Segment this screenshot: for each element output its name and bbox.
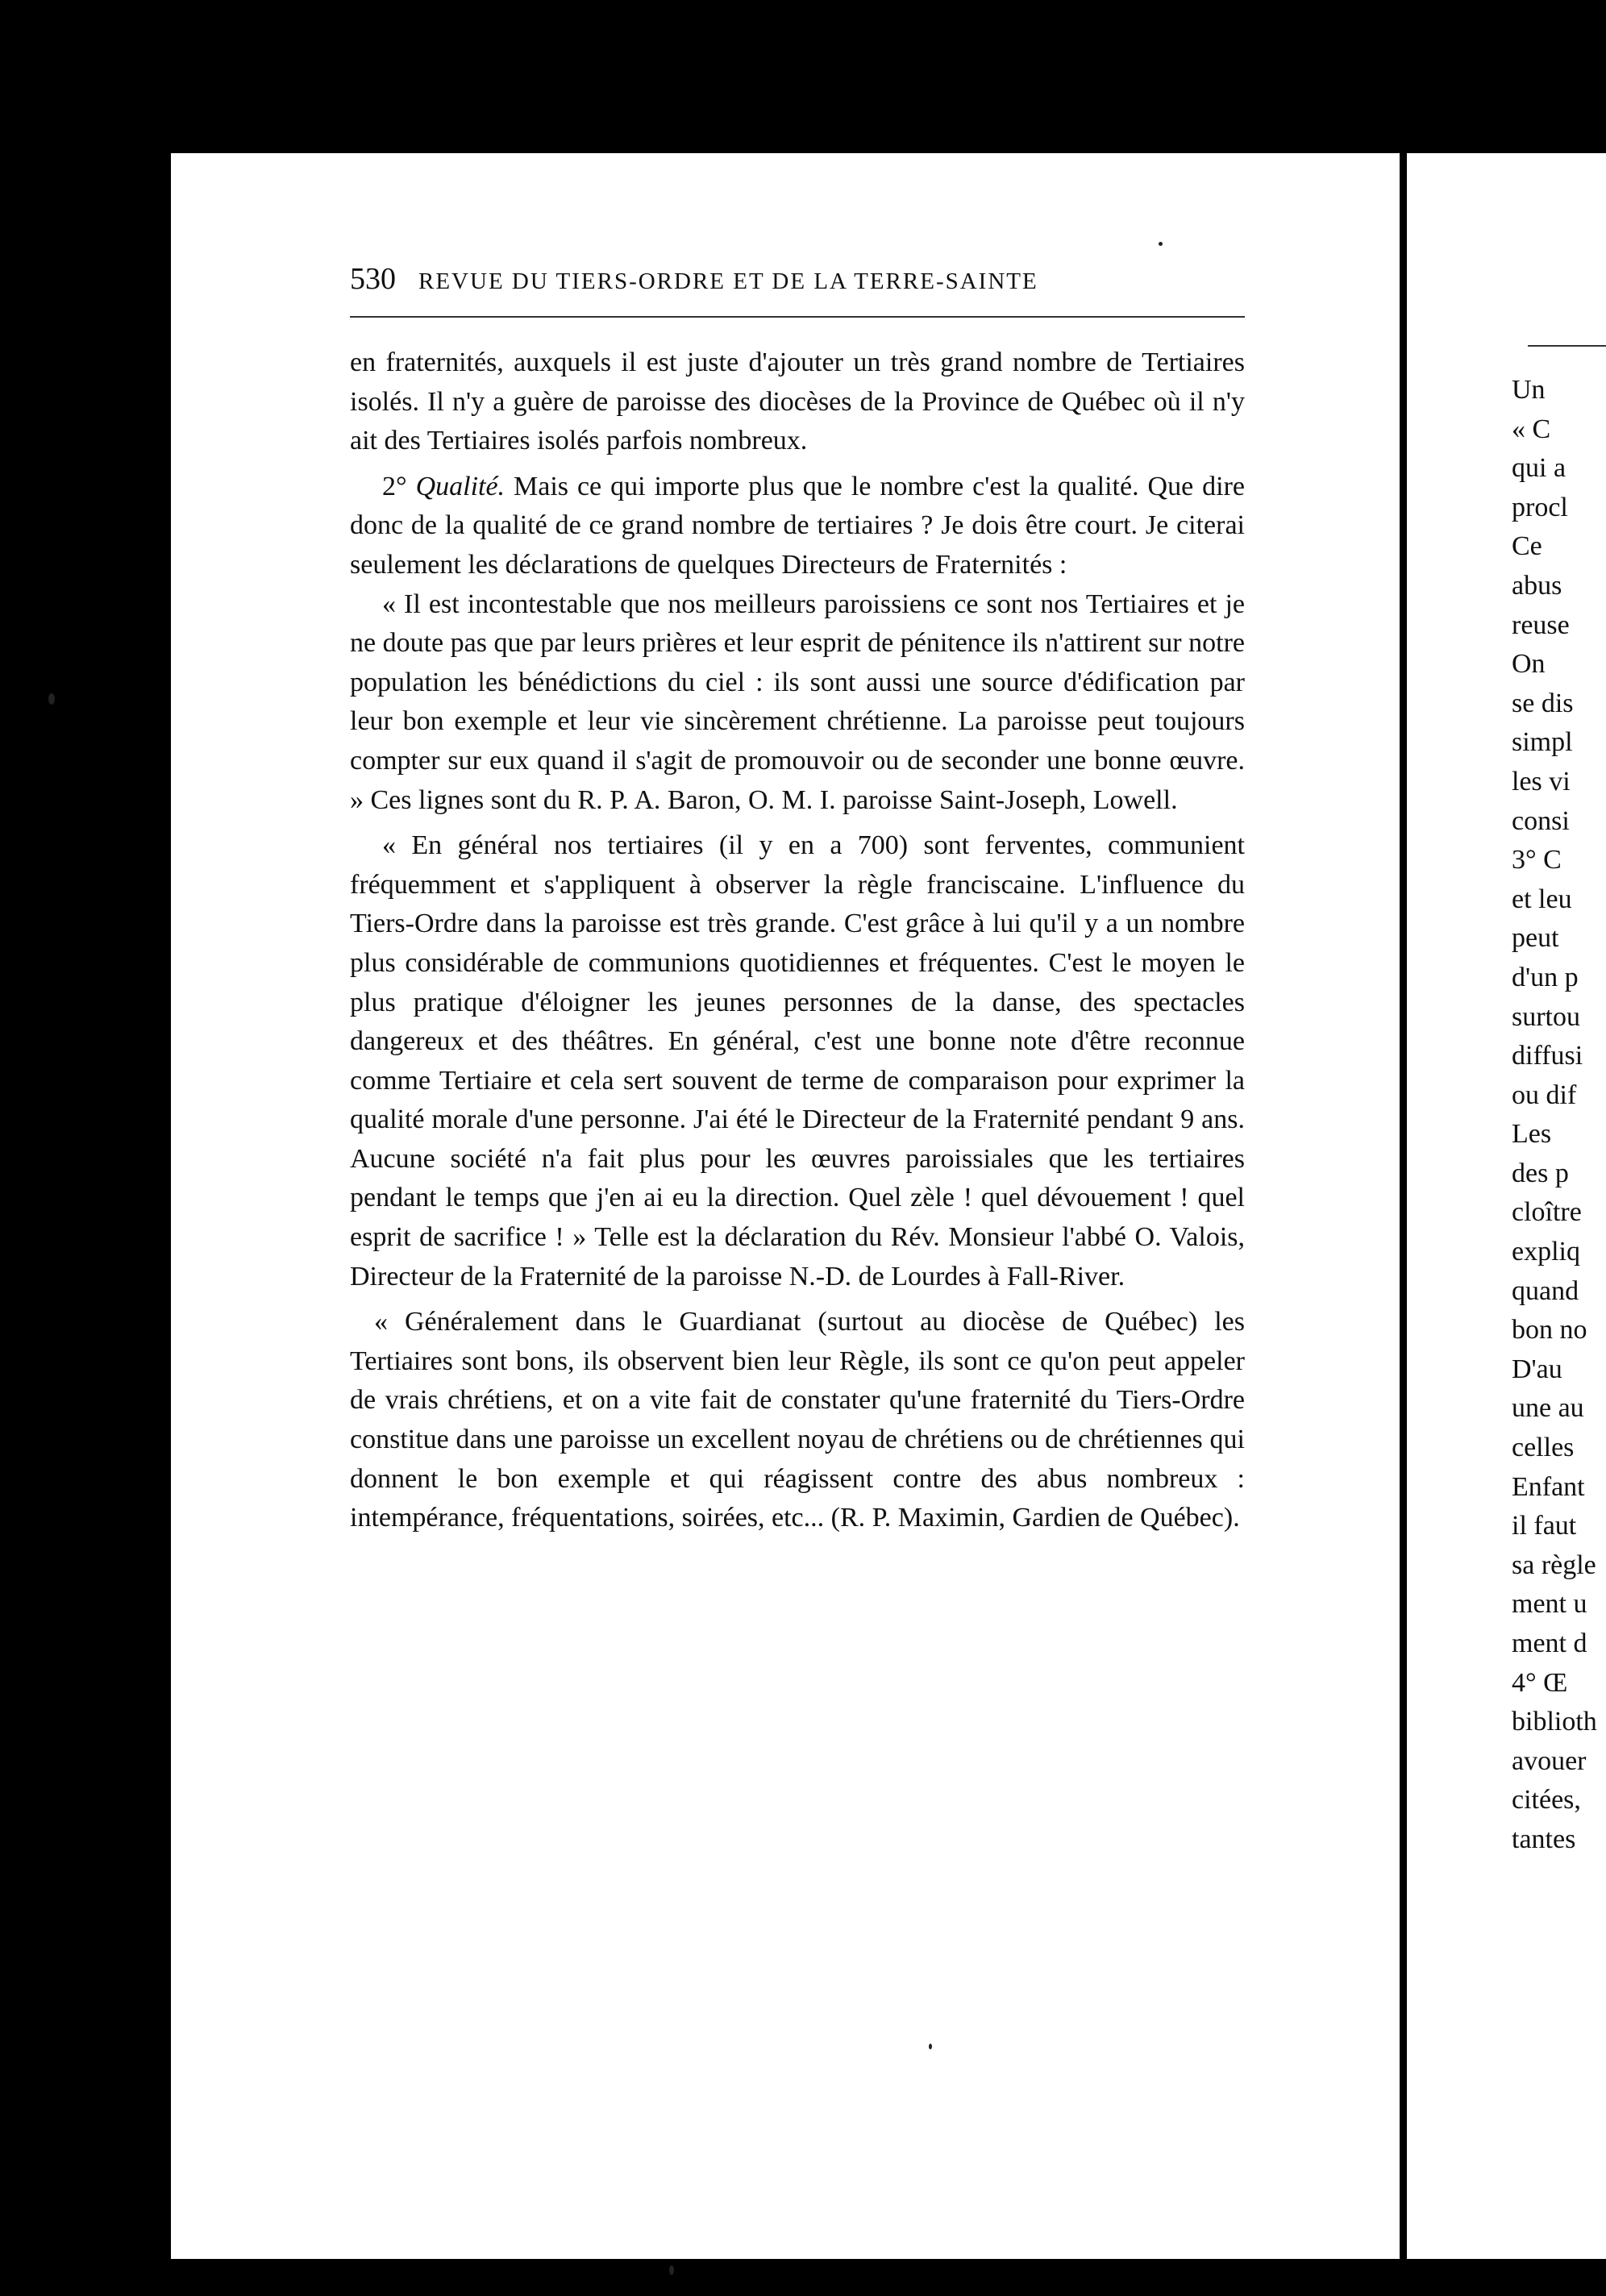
right-line: reuse (1512, 609, 1570, 640)
right-line: une au (1512, 1393, 1584, 1424)
right-line: sa règle (1512, 1549, 1596, 1580)
running-head (350, 261, 1245, 297)
scan-artifact (48, 693, 55, 705)
right-line: 4° Œ (1512, 1667, 1568, 1698)
right-line: Ce (1512, 531, 1542, 562)
paragraph-1: en fraternités, auxquels il est juste d'ajouter un très grand nombre de Tertiaires isolés. Il n'y a guère de paroisse des diocèses de la Province de Québec où il n'y ait des Tertiaires isolés parfois nombreux. (350, 347, 1245, 456)
right-header-rule (1528, 345, 1606, 347)
right-line: 3° C (1512, 845, 1562, 876)
paragraph-2-qualite (350, 468, 1245, 585)
right-line: cloître (1512, 1197, 1582, 1228)
page-number: 530 (350, 262, 396, 296)
paragraph-4-quote: « En général nos tertiaires (il y en a 700) sont ferventes, communient fréquemment et s'appliquent à observer la règle franciscaine. L'influence du Tiers-Ordre dans la paroisse est très grande. C'est grâce à lui qu'il y a un nombre plus considérable de communions quotidiennes et fréquentes. C'est le moyen le plus pratique d'éloigner les jeunes personnes de la danse, des spectacles dangereux et des théâtres. En général, c'est une bonne note d'être reconnue comme Tertiaire et cela sert souvent de terme de comparaison pour exprimer la qualité morale d'une personne. J'ai été le Directeur de la Fraternité pendant 9 ans. Aucune société n'a fait plus pour les œuvres paroissiales que les tertiaires pendant le temps que j'en ai eu la direction. Quel zèle ! quel dévouement ! quel esprit de sacrifice ! » Telle est la déclaration du Rév. Monsieur l'abbé O. Valois, Directeur de la Fraternité de la paroisse N.-D. de Lourdes à Fall-River. (350, 830, 1245, 1292)
right-page (1407, 153, 1606, 2259)
right-line: simpl (1512, 727, 1573, 758)
right-line: quand (1512, 1275, 1579, 1306)
right-line: des p (1512, 1158, 1569, 1188)
right-line: ment u (1512, 1589, 1587, 1620)
right-line: ou dif (1512, 1079, 1577, 1110)
left-page (171, 153, 1400, 2259)
print-speck (929, 2044, 932, 2049)
right-line: les vi (1512, 766, 1571, 797)
scan-artifact (669, 2265, 674, 2275)
right-line: d'un p (1512, 962, 1579, 992)
right-line: « C (1512, 414, 1551, 444)
right-line: Les (1512, 1119, 1552, 1150)
running-head-title: REVUE DU TIERS-ORDRE ET DE LA TERRE-SAINTE (418, 268, 1038, 294)
right-line: citées, (1512, 1785, 1581, 1816)
paragraph-2-text: Mais ce qui importe plus que le nombre c'est la qualité. Que dire donc de la qualité de ce grand nombre de tertiaires ? Je dois être court. Je citerai seulement les déclarations de quelques Directeurs de Fraternités : (350, 471, 1246, 580)
right-line: Enfant (1512, 1471, 1585, 1502)
right-line: diffusi (1512, 1041, 1583, 1071)
body-text (350, 343, 1245, 1538)
right-line: bon no (1512, 1315, 1587, 1346)
right-line: expliq (1512, 1237, 1580, 1267)
right-line: qui a (1512, 453, 1566, 484)
section-number: 2° (382, 471, 407, 501)
right-line: procl (1512, 492, 1568, 522)
right-line: On (1512, 649, 1546, 680)
right-line: celles (1512, 1433, 1575, 1463)
section-heading: Qualité. (415, 471, 506, 501)
right-line: D'au (1512, 1354, 1562, 1384)
paragraph-5-quote: « Généralement dans le Guardianat (surtout au diocèse de Québec) les Tertiaires sont bons, ils observent bien leur Règle, ils sont ce qu'on peut appeler de vrais chrétiens, et on a vite fait de constater qu'une fraternité du Tiers-Ordre constitue dans une paroisse un excellent noyau de chrétiens ou de chrétiennes qui donnent le bon exemple et qui réagissent contre des abus nombreux : intempérance, fréquentations, soirées, etc... (R. P. Maximin, Gardien de Québec). (350, 1307, 1245, 1533)
right-line: il faut (1512, 1511, 1577, 1541)
right-line: biblioth (1512, 1707, 1597, 1737)
right-line: consi (1512, 805, 1570, 836)
right-line: surtou (1512, 1001, 1580, 1032)
right-line: abus (1512, 570, 1562, 601)
print-speck (1159, 242, 1163, 246)
paragraph-3-quote: « Il est incontestable que nos meilleurs paroissiens ce sont nos Tertiaires et je ne doute pas que par leurs prières et leur esprit de pénitence ils n'attirent sur notre population les bénédictions du ciel : ils sont aussi une source d'édification par leur bon exemple et leur vie sincèrement chrétienne. La paroisse peut toujours compter sur eux quand il s'agit de promouvoir ou de seconder une bonne œuvre. » Ces lignes sont du R. P. A. Baron, O. M. I. paroisse Saint-Joseph, Lowell. (350, 589, 1245, 815)
right-line: et leu (1512, 884, 1572, 914)
right-column-text (1512, 371, 1606, 1860)
right-line: ment d (1512, 1628, 1587, 1658)
right-line: tantes (1512, 1824, 1576, 1854)
right-line: peut (1512, 923, 1559, 954)
right-line: avouer (1512, 1745, 1587, 1776)
header-rule (350, 316, 1245, 318)
right-line: se dis (1512, 688, 1574, 718)
right-line: Un (1512, 375, 1546, 405)
